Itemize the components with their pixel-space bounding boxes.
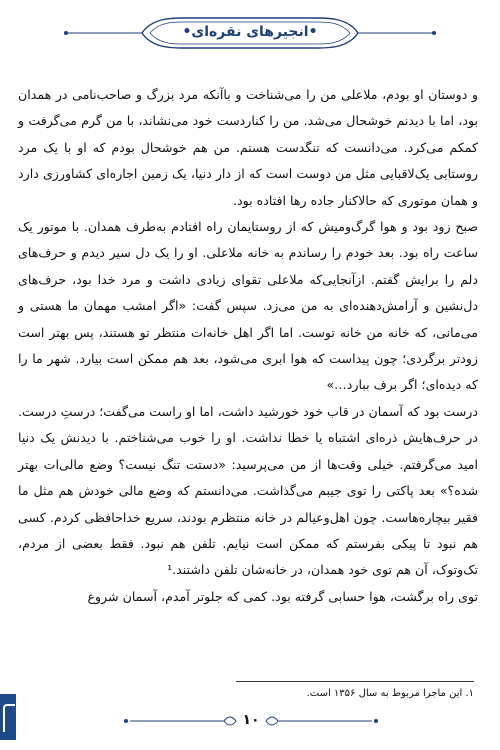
footnote: ۱. این ماجرا مربوط به سال ۱۳۵۶ است.	[306, 688, 474, 699]
paragraph: صبح زود بود و هوا گرگ‌ومیش که از روستایمان راه افتادم به‌طرف همدان. با موتور یک ساعت راه بود. بعد خودم را رساندم به خانه ملاعلی. او را یک دل سیر دیدم و حرف‌های دلم را برایش گفتم. ازآنجایی‌که ملاعلی تقوای زیادی داشت و مرد خدا بود، حرف‌های دل‌نشین و آرامش‌دهنده‌ای به من می‌زد. سپس گفت: «اگر امشب مهمان ما هستی و می‌مانی، که خانه من خانه توست. اما اگر اهل خانه‌ات منتظر تو هستند، پس بهتر است زودتر برگردی؛ چون پیداست که هوا ابری می‌شود، بعد هم ممکن است بیارد. شهر ما را که دیده‌ای؛ اگر برف ببارد…»	[18, 219, 478, 393]
logo-mark-icon	[3, 704, 15, 732]
page-number: ۱۰	[242, 712, 260, 728]
chapter-header	[62, 12, 438, 54]
page-footer	[120, 708, 382, 734]
paragraph: و دوستان او بودم، ملاعلی من را می‌شناخت و باآنکه مرد بزرگ و صاحب‌نامی در همدان بود، اما با دیدنم خوشحال می‌شد. من را کناردست خود می‌نشاند، با من گرم می‌گرفت و کمکم می‌کرد. می‌دانست که تنگدست هستم. من هم خوشحال بودم که او با یک مرد روستایی یک‌لاقبایی مثل من دوست است که از دار دنیا، یک زمین اجاره‌ای کشاورزی دارد و همان موتوری که حالاکنار جاده رها افتاده بود.	[18, 87, 478, 208]
publisher-logo	[0, 694, 16, 740]
chapter-title: •انجیرهای نقره‌ای•	[182, 24, 318, 40]
footnote-divider	[236, 681, 474, 682]
paragraph: درست بود که آسمان در قاب خود خورشید داشت، اما او راست می‌گفت؛ درستِ درست. در حرف‌هایش ذره‌ای اشتباه یا خطا نداشت. او را خوب می‌شناختم. با دیدنش یک دنیا امید می‌گرفتم. خیلی وقت‌ها از من می‌پرسید: «دستت تنگ نیست؟ وضع مالی‌ات بهتر شده؟» بعد پاکتی را توی جیبم می‌گذاشت. می‌دانستم که وضع مالی خودش هم مثل ما فقیر بیچاره‌هاست. چون اهل‌وعیالم در خانه منتظرم بودند، سریع خداحافظی کردم. کسی هم نبود تا پیکی بفرستم که ممکن است نیایم. تلفن هم نبود. فقط بعضی از مردم، تک‌وتوک، آن هم توی خود همدان، در خانه‌شان تلفن داشتند.¹	[18, 403, 478, 578]
body-text	[18, 82, 478, 610]
paragraph: توی راه برگشت، هوا حسابی گرفته بود. کمی که جلوتر آمدم، آسمان شروع	[87, 588, 478, 604]
